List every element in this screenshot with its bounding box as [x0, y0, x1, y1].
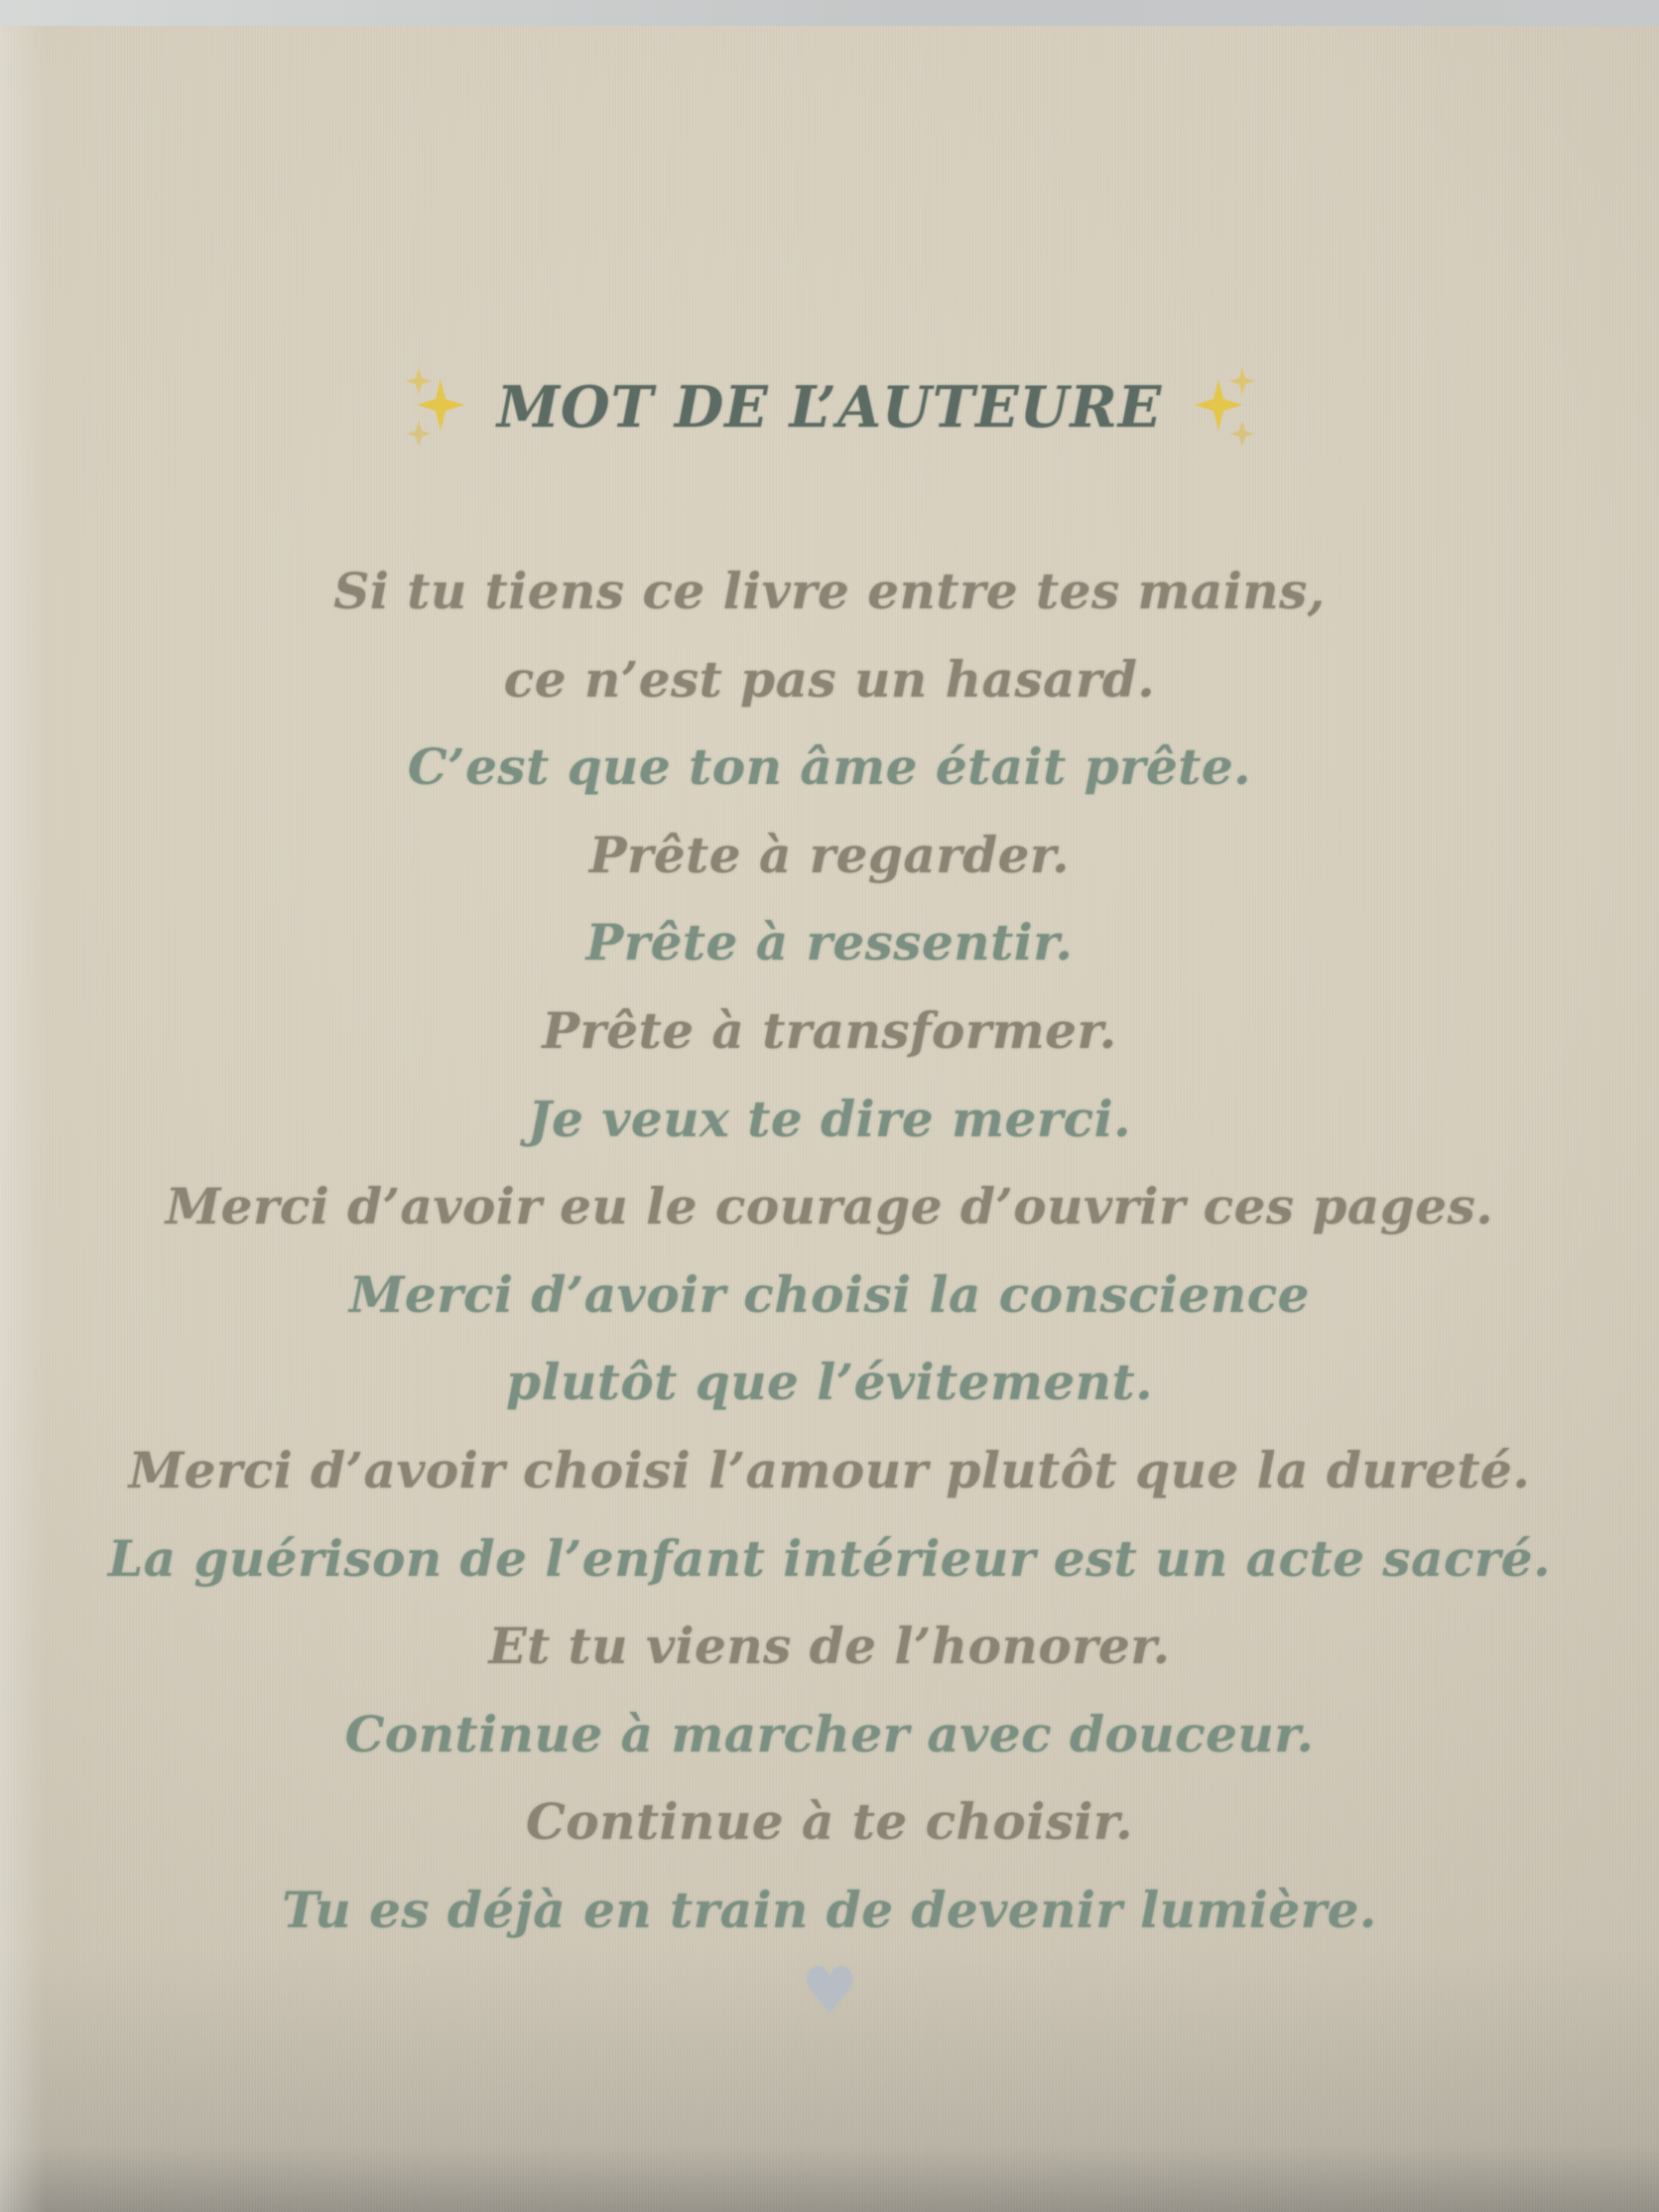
- poem-line: Tu es déjà en train de devenir lumière.: [282, 1880, 1377, 1939]
- page-title: MOT DE L’AUTEURE: [496, 374, 1163, 441]
- poem-line: Prête à regarder.: [588, 825, 1071, 884]
- poem-line: Merci d’avoir eu le courage d’ouvrir ces pages.: [165, 1177, 1494, 1236]
- poem-line: plutôt que l’évitement.: [505, 1353, 1154, 1412]
- poem-line: Je veux te dire merci.: [527, 1089, 1132, 1148]
- poem-line: Merci d’avoir choisi la conscience: [349, 1264, 1310, 1324]
- poem-line: Continue à marcher avec douceur.: [344, 1704, 1315, 1763]
- poem-body: [0, 548, 1659, 1955]
- poem-line: Si tu tiens ce livre entre tes mains,: [333, 562, 1326, 620]
- poem-line: ce n’est pas un hasard.: [503, 649, 1156, 709]
- title-row: [0, 365, 1659, 451]
- poem-line: Prête à transformer.: [542, 1000, 1117, 1060]
- poem-line: Prête à ressentir.: [585, 913, 1074, 973]
- sparkles-icon: [1193, 365, 1256, 451]
- poem-line: Merci d’avoir choisi l’amour plutôt que la dureté.: [128, 1440, 1531, 1499]
- poem-line: La guérison de l’enfant intérieur est un acte sacré.: [108, 1528, 1551, 1588]
- poem-line: Et tu viens de l’honorer.: [488, 1617, 1171, 1676]
- poem-line: C’est que ton âme était prête.: [407, 737, 1252, 797]
- poem-line: Continue à te choisir.: [525, 1792, 1134, 1852]
- sparkles-icon: [403, 365, 466, 451]
- heart-icon: ♥: [801, 1954, 858, 2028]
